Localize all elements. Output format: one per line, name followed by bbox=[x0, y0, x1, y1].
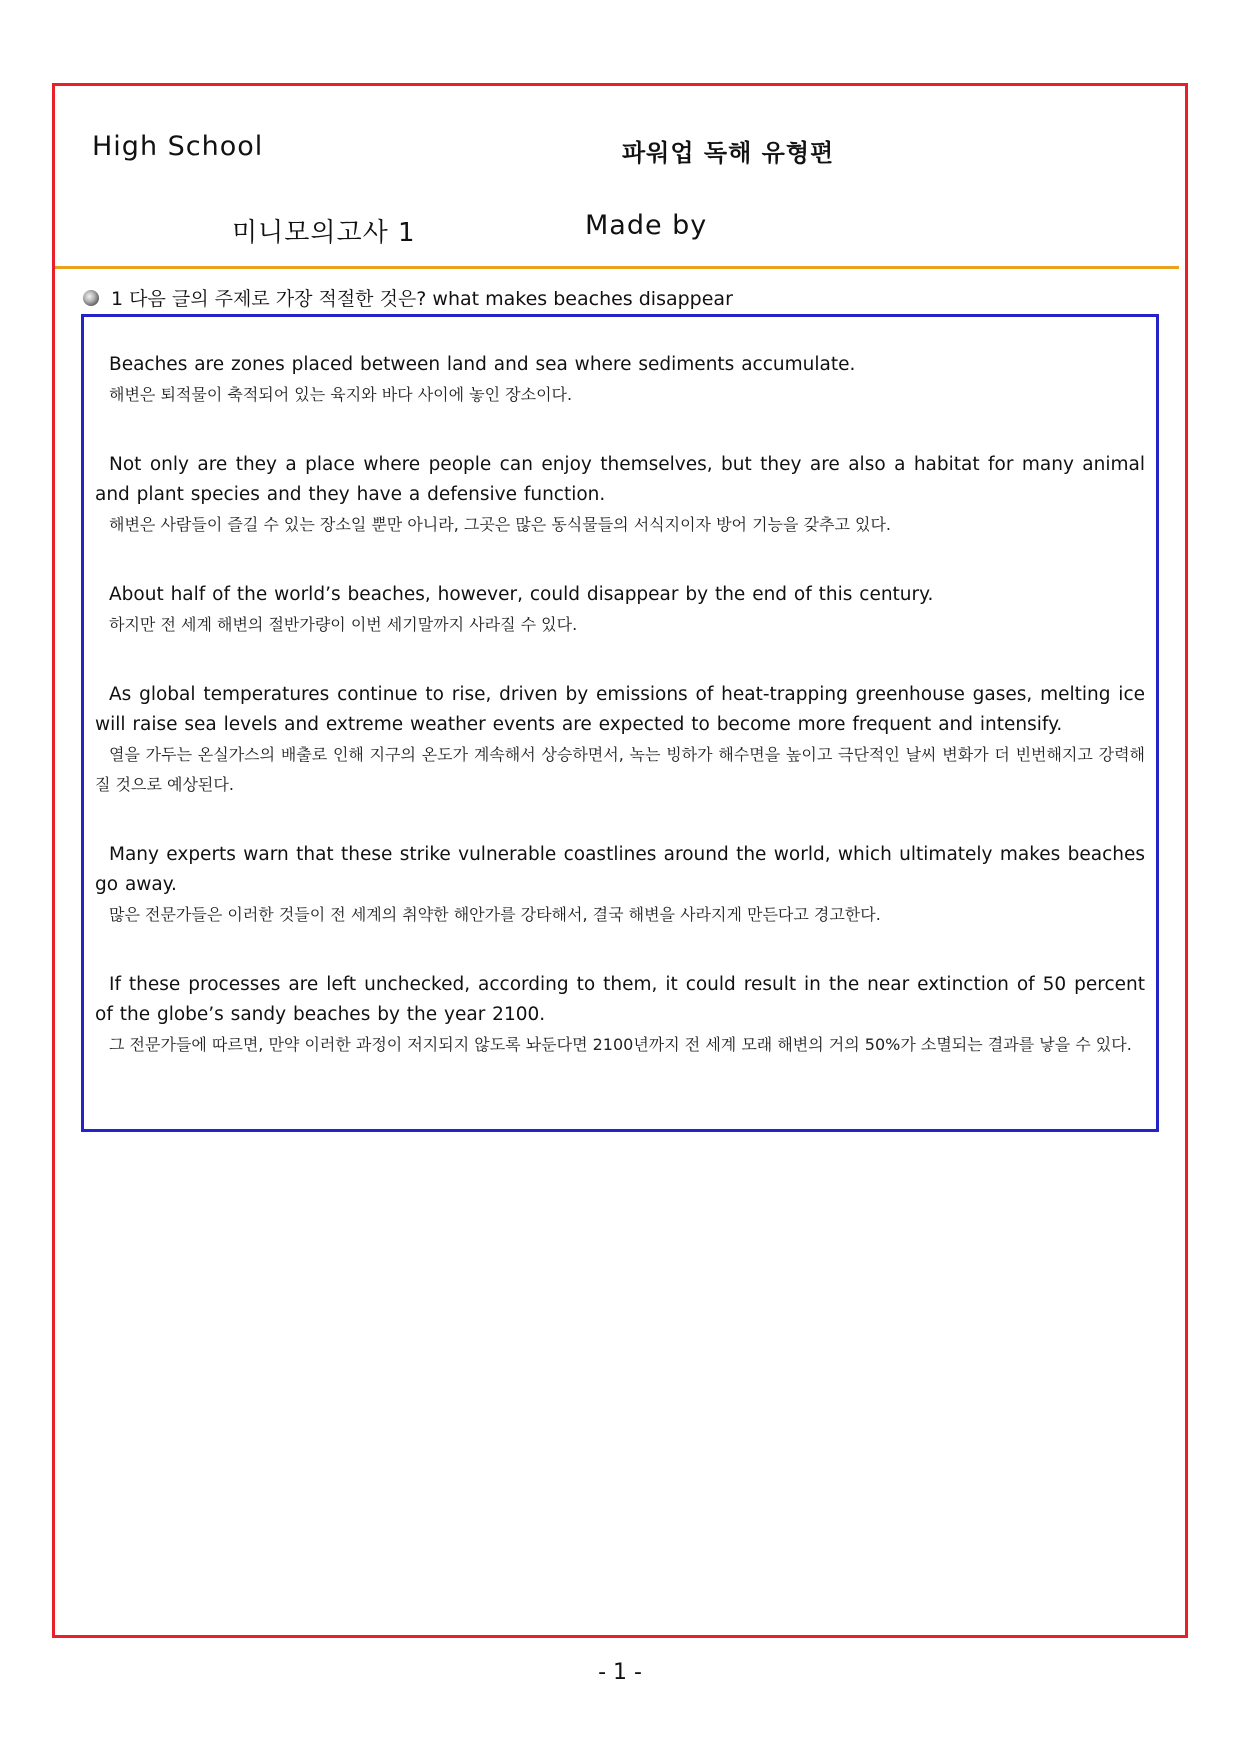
english-sentence: Beaches are zones placed between land and sea where sediments accumulate. bbox=[109, 354, 856, 375]
paragraph bbox=[95, 580, 1145, 640]
english-sentence: As global temperatures continue to rise, driven by emissions of heat-trapping greenhouse gases, melting ice will raise sea levels and extreme weather events are expected to become more frequent and intensify. bbox=[95, 684, 1145, 735]
passage-box bbox=[81, 314, 1159, 1132]
english-sentence: If these processes are left unchecked, according to them, it could result in the near extinction of 50 percent of the globe’s sandy beaches by the year 2100. bbox=[95, 974, 1145, 1025]
paragraph bbox=[95, 680, 1145, 800]
question-heading bbox=[83, 284, 733, 311]
question-text: 1 다음 글의 주제로 가장 적절한 것은? what makes beaches disappear bbox=[111, 288, 733, 310]
korean-translation: 해변은 사람들이 즐길 수 있는 장소일 뿐만 아니라, 그곳은 많은 동식물들의 서식지이자 방어 기능을 갖추고 있다. bbox=[109, 515, 891, 534]
bullet-icon bbox=[83, 290, 99, 306]
test-title: 미니모의고사 1 bbox=[232, 218, 416, 248]
book-title: 파워업 독해 유형편 bbox=[622, 139, 835, 167]
made-by-label: Made by bbox=[585, 210, 708, 241]
paragraph bbox=[95, 450, 1145, 540]
korean-translation: 해변은 퇴적물이 축적되어 있는 육지와 바다 사이에 놓인 장소이다. bbox=[109, 385, 573, 404]
korean-translation: 하지만 전 세계 해변의 절반가량이 이번 세기말까지 사라질 수 있다. bbox=[109, 615, 578, 634]
page-number: - 1 - bbox=[598, 1660, 642, 1685]
korean-translation: 많은 전문가들은 이러한 것들이 전 세계의 취약한 해안가를 강타해서, 결국 해변을 사라지게 만든다고 경고한다. bbox=[109, 905, 881, 924]
paragraph bbox=[95, 970, 1145, 1060]
header-divider bbox=[55, 266, 1179, 269]
korean-translation: 열을 가두는 온실가스의 배출로 인해 지구의 온도가 계속해서 상승하면서, 녹는 빙하가 해수면을 높이고 극단적인 날씨 변화가 더 빈번해지고 강력해질 것으로 예상된다. bbox=[95, 745, 1145, 794]
paragraph bbox=[95, 350, 1145, 410]
school-label: High School bbox=[92, 131, 264, 162]
english-sentence: Not only are they a place where people can enjoy themselves, but they are also a habitat for many animal and plant species and they have a defensive function. bbox=[95, 454, 1145, 505]
passage-content bbox=[95, 350, 1145, 1100]
english-sentence: Many experts warn that these strike vulnerable coastlines around the world, which ultimately makes beaches go away. bbox=[95, 844, 1145, 895]
english-sentence: About half of the world’s beaches, however, could disappear by the end of this century. bbox=[109, 584, 934, 605]
paragraph bbox=[95, 840, 1145, 930]
korean-translation: 그 전문가들에 따르면, 만약 이러한 과정이 저지되지 않도록 놔둔다면 2100년까지 전 세계 모래 해변의 거의 50%가 소멸되는 결과를 낳을 수 있다. bbox=[109, 1035, 1132, 1054]
